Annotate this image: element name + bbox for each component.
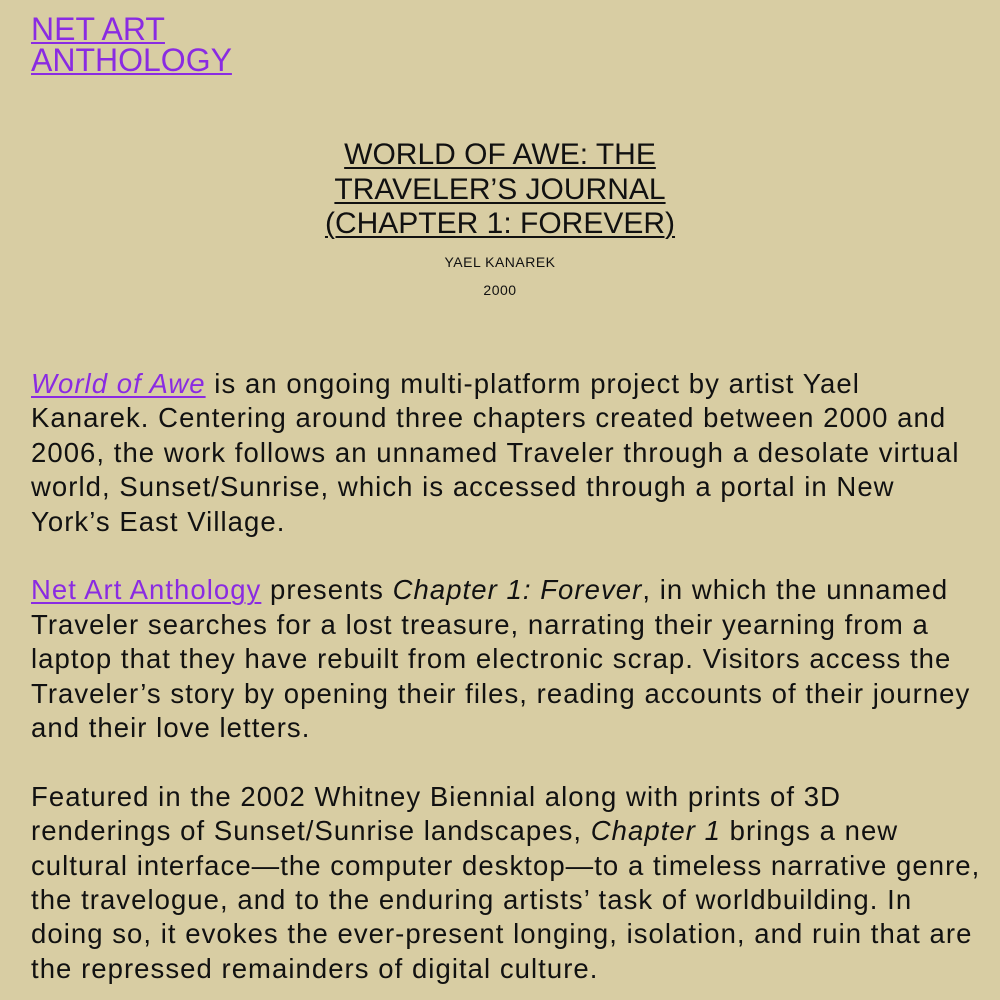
work-header [0,138,1000,300]
work-year: 2000 [483,281,517,298]
paragraph-2-text-a: presents [261,574,393,606]
article-body [31,367,981,1000]
work-title [325,138,675,242]
paragraph-2-text-b: , in which the unnamed Traveler searches for a lost treasure, narrating their yearning from a laptop that they have rebuilt from electronic scrap. Visitors access the Traveler’s story by opening their files, reading accounts of their journey and their love letters. [31,574,971,744]
site-title-link[interactable] [31,11,232,78]
work-title-line-1: WORLD OF AWE: THE [344,138,656,171]
paragraph-1 [31,367,981,539]
artist-name: YAEL KANAREK [444,253,556,270]
paragraph-2 [31,573,981,745]
work-title-line-3: (CHAPTER 1: FOREVER) [324,207,676,240]
paragraph-3-italic: Chapter 1 [590,815,721,847]
paragraph-3-text-b: brings a new cultural interface—the computer desktop—to a timeless narrative genre, the travelogue, and to the enduring artists’ task of worldbuilding. In doing so, it evokes the ever-present longing, isolation, and ruin that are the repressed remainders of digital culture. [31,815,981,984]
world-of-awe-link[interactable]: World of Awe [31,368,206,399]
paragraph-3-text-a: Featured in the 2002 Whitney Biennial along with prints of 3D renderings of Sunset/Sunrise landscapes, [31,780,842,847]
net-art-anthology-link[interactable]: Net Art Anthology [31,574,262,606]
site-title-line-2: ANTHOLOGY [31,42,232,78]
site-title-line-1: NET ART [31,11,165,47]
work-title-line-2: TRAVELER’S JOURNAL [334,172,666,206]
paragraph-3 [31,780,981,986]
paragraph-1-text: is an ongoing multi-platform project by artist Yael Kanarek. Centering around three chapters created between 2000 and 2006, the work follows an unnamed Traveler through a desolate virtual world, Sunset/Sunrise, which is accessed through a portal in New York’s East Village. [31,368,960,537]
paragraph-2-italic: Chapter 1: Forever [392,574,643,606]
